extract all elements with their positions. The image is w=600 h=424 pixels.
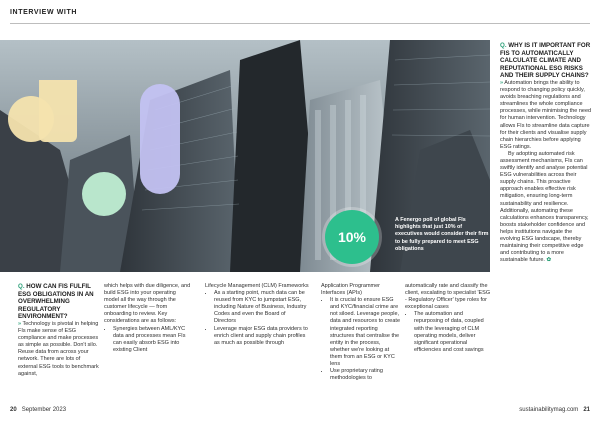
paragraph: Lifecycle Management (CLM) Frameworks <box>205 283 309 289</box>
bullet-list <box>104 326 192 354</box>
site-url: sustainabilitymag.com <box>519 407 579 413</box>
paragraph: automatically rate and classify the client, escalating to specialist 'ESG - Regulatory Officer' type roles for exceptional cases <box>405 283 491 311</box>
answer-paragraph <box>500 80 592 151</box>
page-header <box>0 0 600 28</box>
list-item: • As a starting point, much data can be reused from KYC to jumpstart ESG, including Nature of Business, Industry Codes and even the Board of Directors <box>214 290 309 325</box>
footer-right <box>519 407 590 413</box>
answer-text: By adopting automated risk assessment mechanisms, FIs can swiftly identify and analyse potential ESG vulnerabilities across their supply chains. This proactive approach enables effective risk mitigation, ensuring long-term sustainability and resilience. Additionally, automating these calculations enhances transparency, boosts stakeholder confidence and helps institutions navigate the evolving ESG landscape, thereby maintaining their competitive edge and contributing to a more sustainable future. <box>500 150 589 264</box>
column-2 <box>104 283 192 354</box>
list-item: • It is crucial to ensure ESG and KYC/financial crime are not siloed. Leverage people, data and resources to create integrated reporting structures that centralise the entity in the process, whether we're looking at them from an ESG or KYC lens <box>330 297 401 368</box>
footer-left <box>10 407 66 413</box>
answer-text: Automation brings the ability to respond to changing policy quickly, avoids breaching regulations and streamlines the whole compliance processes, while minimising the need for human intervention. Technology allows FIs to streamline data capture for their clients and visualise supply chain hierarchies before applying ESG ratings. <box>500 79 592 150</box>
list-item: • Synergies between AML/KYC data and processes mean FIs can easily absorb ESG into existing Client <box>113 326 192 354</box>
bullet-list <box>321 297 401 382</box>
question-text: HOW CAN FIS FULFIL ESG OBLIGATIONS IN AN OVERWHELMING REGULATORY ENVIRONMENT? <box>18 283 94 321</box>
column-6 <box>500 42 592 264</box>
bullet-list <box>405 311 491 354</box>
column-1 <box>18 283 100 378</box>
answer-text: Technology is pivotal in helping FIs make sense of ESG compliance and make processes as simple as possible. Don't silo. Reuse data from across your network. There are lots of external ESG tools to benchmark against, <box>18 320 99 377</box>
column-5 <box>405 283 491 354</box>
bullet-list <box>205 290 309 347</box>
answer-paragraph-2 <box>500 151 592 265</box>
decor-yellow-circle <box>8 96 54 142</box>
list-item: • Leverage major ESG data providers to enrich client and supply chain profiles as much as possible through <box>214 326 309 347</box>
stat-badge: 10% <box>325 210 379 264</box>
section-title: INTERVIEW WITH <box>10 9 77 16</box>
question-heading <box>18 283 100 321</box>
column-4 <box>321 283 401 382</box>
header-divider <box>10 23 590 24</box>
question-marker: Q. <box>18 283 25 290</box>
question-text: WHY IS IT IMPORTANT FOR FIS TO AUTOMATICALLY CALCULATE CLIMATE AND REPUTATIONAL ESG RISKS AND THEIR SUPPLY CHAINS? <box>500 42 591 80</box>
issue-date: September 2023 <box>21 407 67 413</box>
chevron-right-icon: » <box>18 320 22 327</box>
list-item: • The automation and repurposing of data, coupled with the leveraging of CLM operating models, deliver significant operational efficiencies and cost savings <box>414 311 491 354</box>
answer-paragraph <box>18 321 100 378</box>
page-number-left: 20 <box>10 407 17 413</box>
stat-caption: A Fenergo poll of global FIs highlights that just 10% of executives would consider their firm to be fully prepared to meet ESG obligations <box>395 217 489 252</box>
column-3 <box>205 283 309 347</box>
chevron-right-icon: » <box>500 79 504 86</box>
list-item: • Use proprietary rating methodologies to <box>330 368 401 382</box>
decor-green-circle <box>82 172 126 216</box>
decor-lavender-pill <box>140 84 180 194</box>
page-number-right: 21 <box>583 407 590 413</box>
paragraph: which helps with due diligence, and build ESG into your operating model all the way through the customer lifecycle — from onboarding to review. Key considerations are as follows: <box>104 283 191 325</box>
question-heading <box>500 42 592 80</box>
paragraph: Application Programmer Interfaces (APIs) <box>321 283 380 297</box>
question-marker: Q. <box>500 42 507 49</box>
end-mark-icon: ✿ <box>546 257 552 264</box>
